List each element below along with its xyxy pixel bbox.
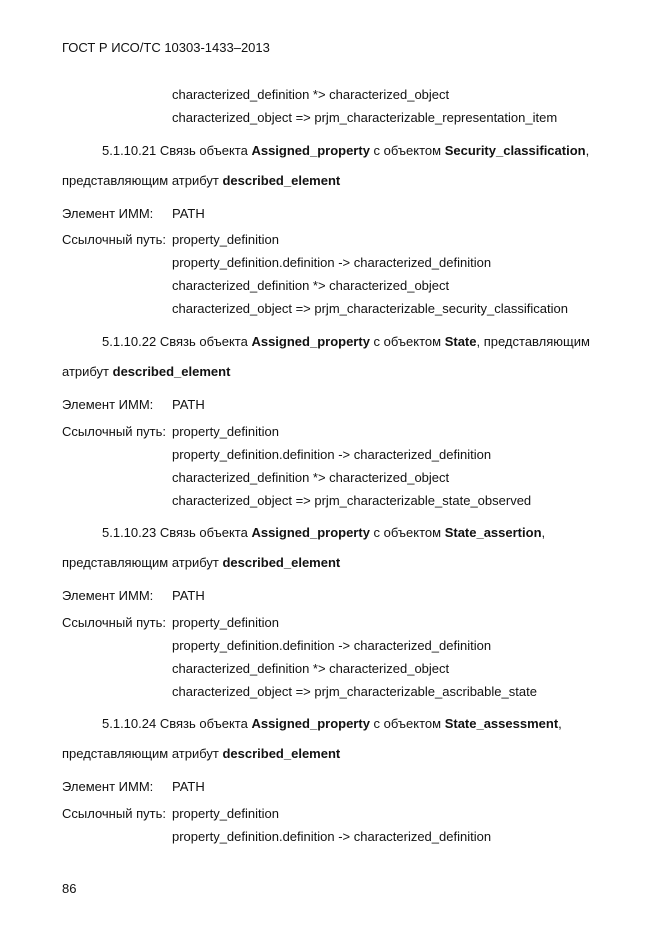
entity-name: Assigned_property	[251, 525, 370, 540]
element-value: PATH	[172, 588, 205, 603]
target-entity: State	[444, 334, 477, 349]
path-line: property_definition.definition -> characterized_definition	[172, 829, 492, 844]
document-header: ГОСТ Р ИСО/ТС 10303-1433–2013	[62, 40, 270, 55]
section-heading	[102, 334, 590, 350]
entity-name: Assigned_property	[251, 716, 370, 731]
attribute-name: described_element	[112, 364, 231, 379]
target-entity: Security_classification	[444, 143, 586, 158]
path-line: characterized_definition *> characterized_object	[172, 470, 450, 485]
entity-name: Assigned_property	[251, 143, 370, 158]
section-heading	[102, 716, 562, 732]
path-line: property_definition.definition -> characterized_definition	[172, 255, 492, 270]
element-label: Элемент ИММ:	[62, 779, 154, 794]
section-heading-continuation	[62, 746, 340, 762]
heading-text: представляющим атрибут	[62, 746, 223, 761]
path-line: property_definition	[172, 615, 279, 630]
path-line: characterized_object => prjm_characterizable_ascribable_state	[172, 684, 537, 699]
section-number: 5.1.10.23	[102, 525, 157, 540]
attribute-name: described_element	[222, 746, 341, 761]
path-line: property_definition.definition -> characterized_definition	[172, 638, 492, 653]
section-number: 5.1.10.22	[102, 334, 157, 349]
element-label: Элемент ИММ:	[62, 397, 154, 412]
section-heading	[102, 525, 545, 541]
heading-text: с объектом	[369, 525, 445, 540]
heading-text: Связь объекта	[156, 334, 252, 349]
heading-text: с объектом	[369, 716, 445, 731]
attribute-name: described_element	[222, 555, 341, 570]
section-heading	[102, 143, 589, 159]
heading-text: с объектом	[369, 143, 445, 158]
section-heading-continuation	[62, 555, 340, 571]
path-line: characterized_object => prjm_characterizable_security_classification	[172, 301, 568, 316]
heading-text: ,	[558, 716, 562, 731]
path-line: property_definition.definition -> characterized_definition	[172, 447, 492, 462]
path-line: characterized_object => prjm_characterizable_representation_item	[172, 110, 558, 125]
path-line: property_definition	[172, 424, 279, 439]
path-label: Ссылочный путь:	[62, 615, 166, 630]
heading-text: представляющим атрибут	[62, 555, 223, 570]
attribute-name: described_element	[222, 173, 341, 188]
element-value: PATH	[172, 779, 205, 794]
path-line: property_definition	[172, 806, 279, 821]
heading-text: ,	[585, 143, 590, 158]
target-entity: State_assessment	[444, 716, 559, 731]
target-entity: State_assertion	[444, 525, 542, 540]
element-label: Элемент ИММ:	[62, 206, 154, 221]
element-label: Элемент ИММ:	[62, 588, 154, 603]
heading-text: с объектом	[369, 334, 445, 349]
heading-text: Связь объекта	[156, 143, 252, 158]
path-label: Ссылочный путь:	[62, 806, 166, 821]
entity-name: Assigned_property	[251, 334, 370, 349]
heading-text: атрибут	[62, 364, 113, 379]
path-line: characterized_definition *> characterized_object	[172, 278, 450, 293]
heading-text: представляющим атрибут	[62, 173, 223, 188]
section-heading-continuation	[62, 173, 340, 189]
section-heading-continuation	[62, 364, 230, 380]
path-line: characterized_definition *> characterized_object	[172, 661, 450, 676]
path-label: Ссылочный путь:	[62, 232, 166, 247]
path-line: property_definition	[172, 232, 279, 247]
section-number: 5.1.10.21	[102, 143, 157, 158]
heading-text: Связь объекта	[156, 525, 252, 540]
element-value: PATH	[172, 206, 205, 221]
heading-text: ,	[541, 525, 546, 540]
path-line: characterized_object => prjm_characterizable_state_observed	[172, 493, 532, 508]
section-number: 5.1.10.24	[102, 716, 157, 731]
path-line: characterized_definition *> characterized_object	[172, 87, 450, 102]
path-label: Ссылочный путь:	[62, 424, 166, 439]
heading-text: Связь объекта	[156, 716, 252, 731]
page-number: 86	[62, 881, 77, 896]
heading-text: , представляющим	[476, 334, 590, 349]
element-value: PATH	[172, 397, 205, 412]
